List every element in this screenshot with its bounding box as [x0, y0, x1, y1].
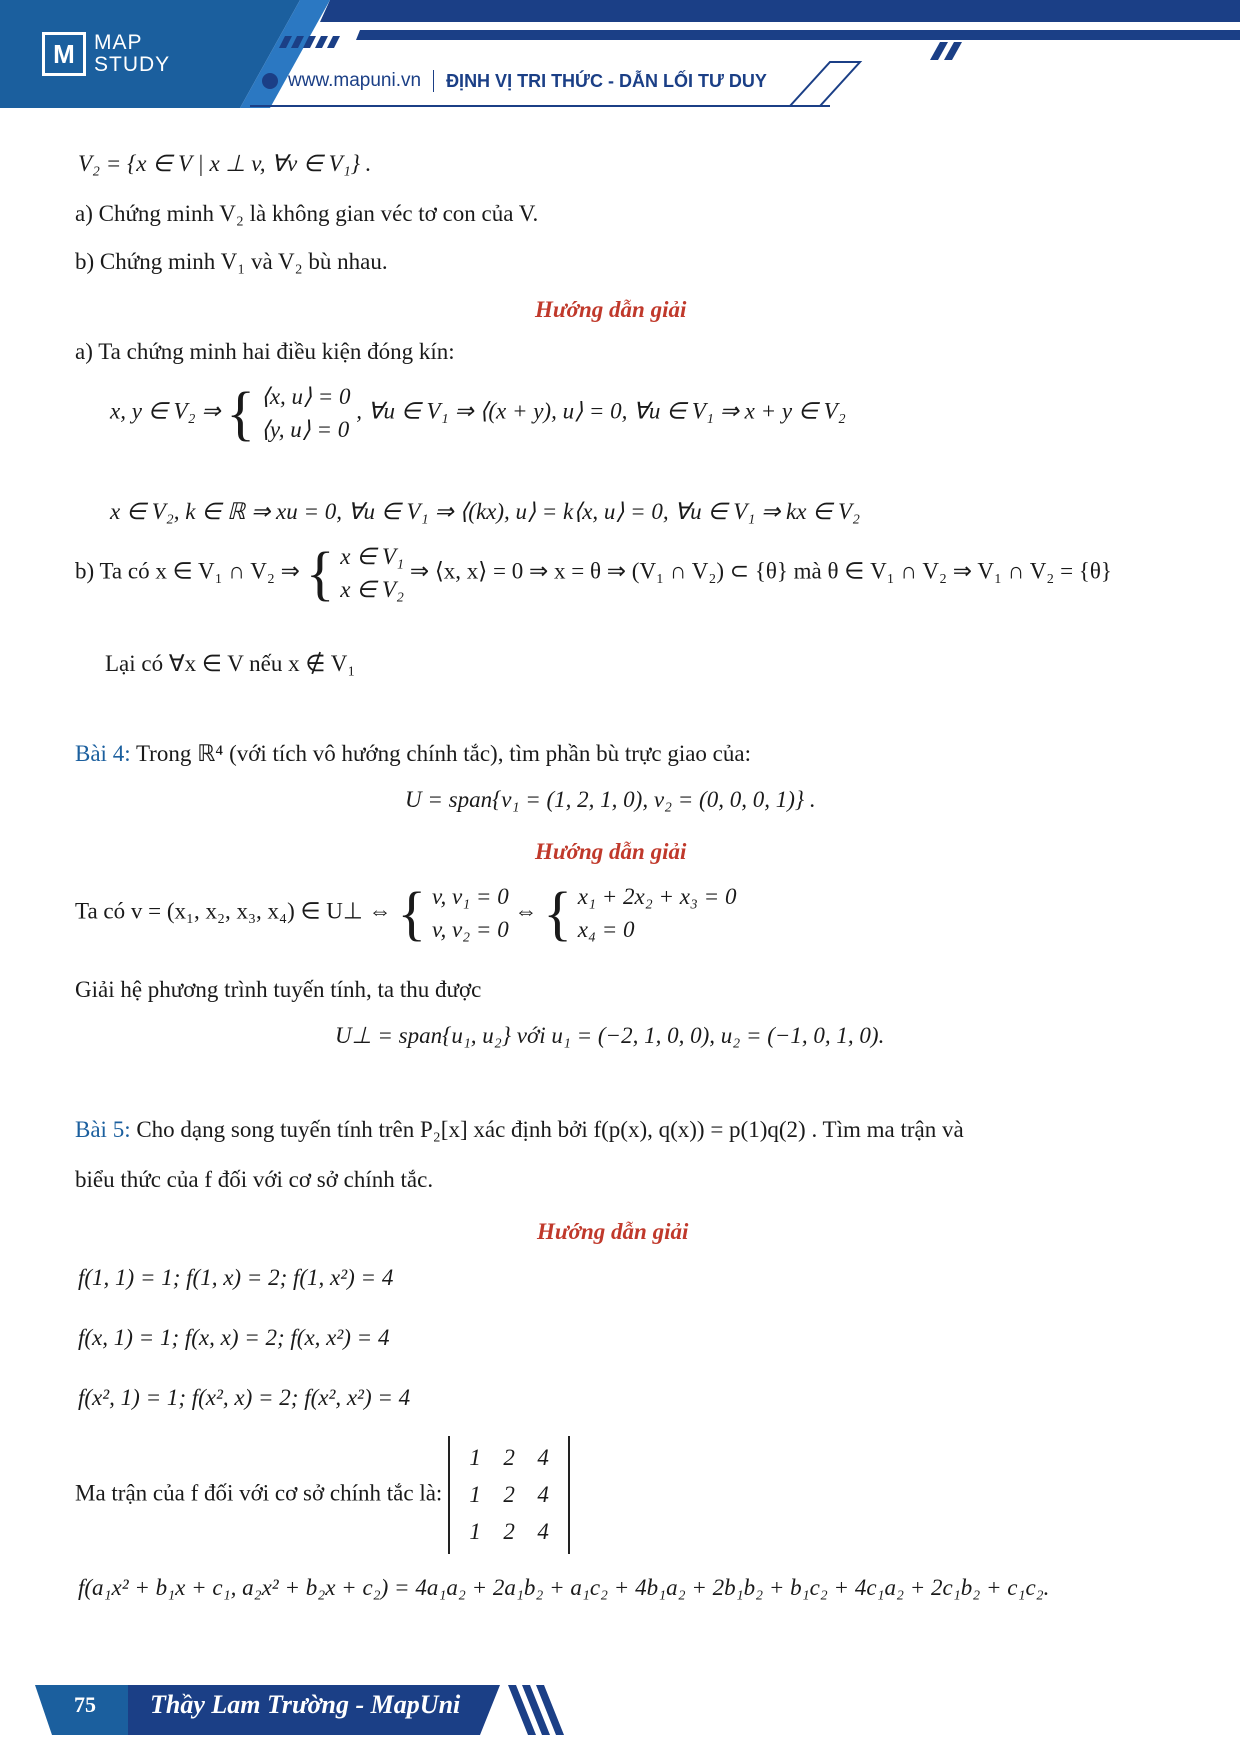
- exercise-4-equation: U = span{v₁ = (1, 2, 1, 0), v₂ = (0, 0, 0, 1)} .: [405, 787, 816, 812]
- closure-addition: [110, 380, 846, 447]
- solution-b-right: ⇒ ⟨x, x⟩ = 0 ⇒ x = θ ⇒ (V₁ ∩ V₂) ⊂ {θ} mà θ ∈ V₁ ∩ V₂ ⇒ V₁ ∩ V₂ = {θ}: [409, 558, 1112, 584]
- v2-definition: V₂ = {x ∈ V | x ⊥ v, ∀v ∈ V₁} .: [78, 151, 372, 176]
- matrix-row: [458, 1514, 560, 1551]
- page-header: [0, 0, 1240, 110]
- left-brace-icon: {: [543, 880, 573, 947]
- system-line: v, v₂ = 0: [431, 917, 509, 943]
- equivalence-symbol: ⇔: [514, 898, 538, 924]
- system-line: v, v₁ = 0: [431, 884, 509, 909]
- exercise-4-system-left: Ta có v = (x₁, x₂, x₃, x₄) ∈ U⊥ ⇔: [75, 898, 392, 924]
- exercise-5: [75, 1114, 964, 1145]
- exercise-4-text: Trong ℝ⁴ (với tích vô hướng chính tắc), tìm phần bù trực giao của:: [135, 741, 751, 766]
- question-b: b) Chứng minh V₁ và V₂ bù nhau.: [75, 249, 388, 274]
- bilinear-values-row-1: f(1, 1) = 1; f(1, x) = 2; f(1, x²) = 4: [78, 1265, 394, 1290]
- exercise-5-label: Bài 5:: [75, 1117, 131, 1142]
- linear-system: [578, 880, 737, 947]
- matrix-cell: 1: [469, 1518, 481, 1544]
- header-site-bar: [262, 70, 767, 92]
- solution-heading-2: Hướng dẫn giải: [535, 839, 687, 864]
- solution-heading-1: Hướng dẫn giải: [535, 297, 687, 322]
- matrix-cell: 2: [503, 1518, 515, 1544]
- solution-b-system: [340, 540, 404, 607]
- matrix-label: Ma trận của f đối với cơ sở chính tắc là:: [75, 1480, 443, 1506]
- mapstudy-logo[interactable]: [42, 26, 182, 82]
- exercise-4: [75, 738, 751, 769]
- matrix-cell: 1: [469, 1445, 481, 1470]
- exercise-4-label: Bài 4:: [75, 741, 131, 766]
- matrix-line: [75, 1436, 570, 1554]
- bilinear-expression: f(a₁x² + b₁x + c₁, a₂x² + b₂x + c₂) = 4a₁a₂ + 2a₁b₂ + a₁c₂ + 4b₁a₂ + 2b₁b₂ + b₁c₂ + 4c₁a₂ + 2c₁b₂ + c₁c₂.: [78, 1575, 1050, 1600]
- solution-a-intro: a) Ta chứng minh hai điều kiện đóng kín:: [75, 339, 455, 364]
- solution-heading-3: Hướng dẫn giải: [537, 1219, 689, 1244]
- header-banner: [0, 0, 1240, 110]
- exercise-4-result: U⊥ = span{u₁, u₂} với u₁ = (−2, 1, 0, 0), u₂ = (−1, 0, 1, 0).: [335, 1023, 885, 1048]
- website-link[interactable]: www.mapuni.vn: [288, 70, 422, 91]
- solution-b-left: b) Ta có x ∈ V₁ ∩ V₂ ⇒: [75, 558, 300, 584]
- bilinear-values-row-2: f(x, 1) = 1; f(x, x) = 2; f(x, x²) = 4: [78, 1325, 390, 1350]
- closure-addition-left: x, y ∈ V₂ ⇒: [110, 398, 221, 424]
- exercise-4-system: [75, 880, 736, 947]
- system-line: ⟨y, u⟩ = 0: [260, 417, 350, 443]
- system-line: x₁ + 2x₂ + x₃ = 0: [577, 884, 737, 909]
- system-line: x₄ = 0: [577, 917, 635, 943]
- matrix-cell: 4: [537, 1518, 549, 1544]
- closure-addition-right: , ∀u ∈ V₁ ⇒ ⟨(x + y), u⟩ = 0, ∀u ∈ V₁ ⇒ x + y ∈ V₂: [356, 398, 846, 424]
- header-slogan: ĐỊNH VỊ TRI THỨC - DẪN LỐI TƯ DUY: [446, 70, 767, 91]
- matrix-cell: 4: [537, 1481, 549, 1507]
- left-brace-icon: {: [226, 380, 256, 447]
- page-number: 75: [74, 1692, 96, 1717]
- orthogonality-system: [432, 880, 509, 947]
- system-line: x ∈ V₂: [340, 577, 405, 603]
- logo-text: [94, 32, 170, 76]
- system-line: ⟨x, u⟩ = 0: [260, 384, 351, 409]
- left-brace-icon: {: [397, 880, 427, 947]
- header-divider: [433, 70, 434, 92]
- left-brace-icon: {: [305, 540, 335, 607]
- matrix-of-f: [448, 1436, 570, 1554]
- footer-author: Thầy Lam Trường - MapUni: [150, 1690, 461, 1719]
- bilinear-values-row-3: f(x², 1) = 1; f(x², x) = 2; f(x², x²) = 4: [78, 1385, 411, 1410]
- matrix-cell: 2: [503, 1481, 515, 1507]
- closure-scalar: x ∈ V₂, k ∈ ℝ ⇒ xu = 0, ∀u ∈ V₁ ⇒ ⟨(kx), u⟩ = k⟨x, u⟩ = 0, ∀u ∈ V₁ ⇒ kx ∈ V₂: [110, 499, 861, 524]
- matrix-row: [458, 1477, 560, 1514]
- logo-line-1: MAP: [94, 31, 143, 54]
- exercise-4-solve-text: Giải hệ phương trình tuyến tính, ta thu được: [75, 977, 482, 1002]
- question-a: a) Chứng minh V₂ là không gian véc tơ con của V.: [75, 201, 539, 226]
- matrix-cell: 1: [469, 1481, 481, 1507]
- logo-mark: M: [42, 32, 86, 76]
- globe-icon: [262, 73, 278, 89]
- exercise-5-text-2: biểu thức của f đối với cơ sở chính tắc.: [75, 1167, 434, 1192]
- logo-line-2: STUDY: [94, 53, 171, 76]
- matrix-cell: 2: [503, 1445, 515, 1470]
- matrix-cell: 4: [537, 1445, 549, 1470]
- solution-b-continue: Lại có ∀x ∈ V nếu x ∉ V₁: [105, 651, 356, 676]
- closure-addition-system: [261, 380, 351, 447]
- matrix-row: [458, 1440, 560, 1477]
- exercise-5-text: Cho dạng song tuyến tính trên P₂[x] xác định bởi f(p(x), q(x)) = p(1)q(2) . Tìm ma trận và: [136, 1117, 964, 1142]
- solution-b-line: [75, 540, 1112, 607]
- system-line: x ∈ V₁: [340, 544, 405, 569]
